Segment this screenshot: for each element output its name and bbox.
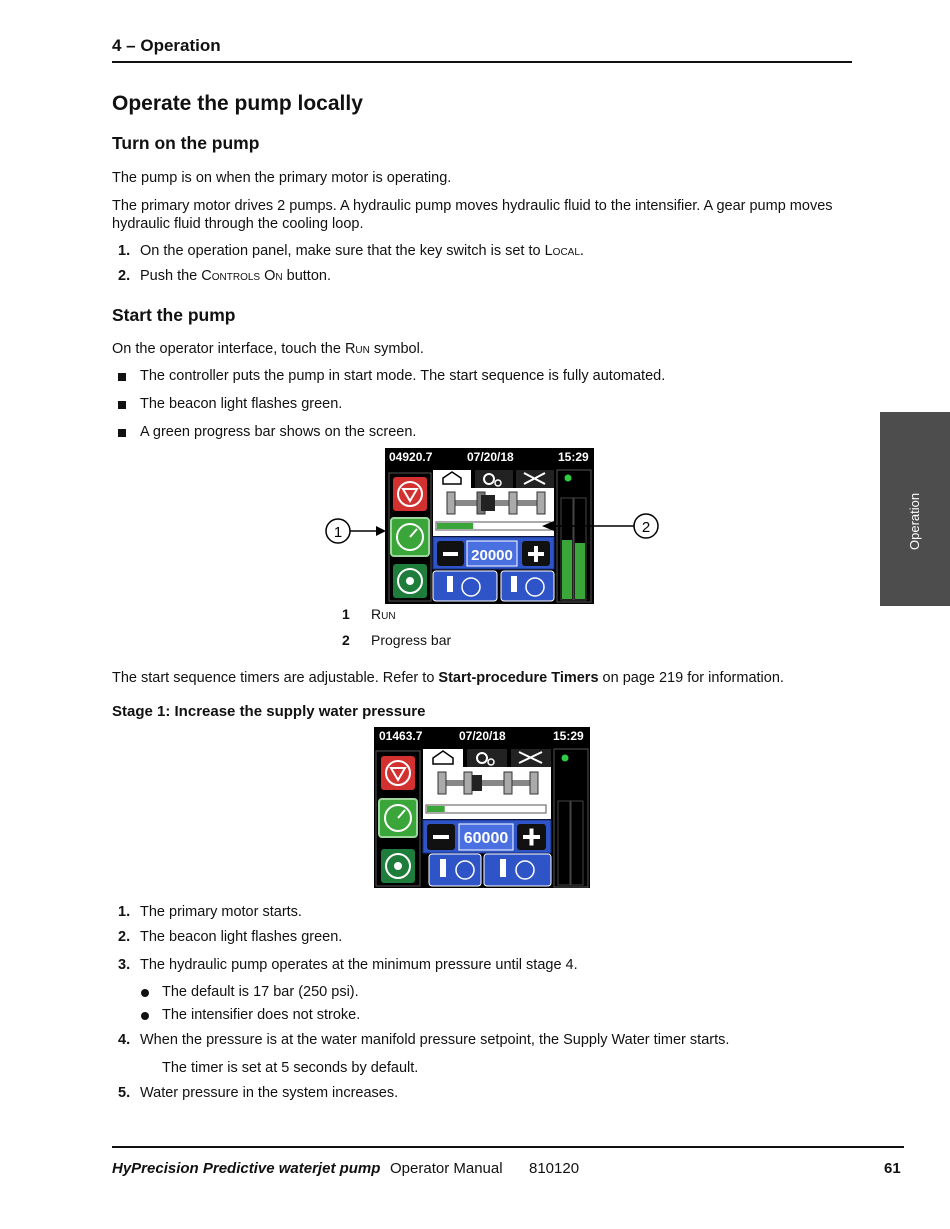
bullet-square <box>118 373 126 381</box>
stop-icon <box>381 756 415 790</box>
stage1-note: The timer is set at 5 seconds by default. <box>162 1060 419 1076</box>
turn-on-para-2: The primary motor drives 2 pumps. A hydraulic pump moves hydraulic fluid to the intensifier. A gear pump moves hydraulic fluid through the cooling loop. <box>112 198 833 232</box>
step-number: 1. <box>118 904 131 920</box>
turn-on-heading: Turn on the pump <box>112 133 260 153</box>
level-bar <box>575 543 585 599</box>
bullet-dot <box>141 1012 149 1020</box>
footer-doc: Operator Manual <box>390 1160 503 1177</box>
status-counter: 01463.7 <box>379 729 423 743</box>
stage1-sub-bullet: The default is 17 bar (250 psi). <box>162 984 359 1000</box>
step-number: 3. <box>118 957 131 973</box>
side-tab-label: Operation <box>907 492 922 550</box>
start-bullet: A green progress bar shows on the screen. <box>140 424 417 440</box>
hmi-screen-stage1 <box>374 727 590 888</box>
chapter-heading: 4 – Operation <box>112 36 221 55</box>
stage1-step: When the pressure is at the water manifold pressure setpoint, the Supply Water timer starts. <box>140 1032 730 1048</box>
pump-gauge-icon <box>429 854 481 886</box>
cycle-icon <box>393 564 427 598</box>
stage1-heading: Stage 1: Increase the supply water pressure <box>112 703 426 720</box>
status-time: 15:29 <box>553 729 584 743</box>
minus-button <box>427 824 455 850</box>
bullet-dot <box>141 989 149 997</box>
legend-text: Run <box>371 606 396 622</box>
start-intro: On the operator interface, touch the Run symbol. <box>112 341 424 357</box>
beacon-indicator <box>562 755 569 762</box>
pressure-setpoint: 60000 <box>463 830 509 847</box>
legend-number: 1 <box>342 606 350 622</box>
bullet-square <box>118 401 126 409</box>
step-number: 2. <box>118 929 131 945</box>
stage1-sub-bullet: The intensifier does not stroke. <box>162 1007 361 1023</box>
pressure-setpoint: 20000 <box>471 547 513 564</box>
bullet-square <box>118 429 126 437</box>
start-bullet: The controller puts the pump in start mode. The start sequence is fully automated. <box>140 368 666 384</box>
chapter-side-tab <box>880 412 950 606</box>
callout-2: 2 <box>641 519 651 536</box>
step-number: 5. <box>118 1085 131 1101</box>
section-title: Operate the pump locally <box>112 92 363 115</box>
callout-1: 1 <box>333 524 343 541</box>
pump-gauge-icon <box>484 854 551 886</box>
stage1-step: The primary motor starts. <box>140 904 302 920</box>
start-heading: Start the pump <box>112 305 236 325</box>
stage1-step: Water pressure in the system increases. <box>140 1085 399 1101</box>
stop-icon <box>393 477 427 511</box>
progress-bar-fill <box>427 806 445 812</box>
run-gauge-icon <box>379 799 417 837</box>
legend-text: Progress bar <box>371 632 452 648</box>
footer-part: 810120 <box>529 1160 580 1177</box>
turn-on-step-1: On the operation panel, make sure that the key switch is set to Local. <box>140 243 584 259</box>
stage1-step: The beacon light flashes green. <box>140 929 343 945</box>
stage1-step: The hydraulic pump operates at the minimum pressure until stage 4. <box>140 957 578 973</box>
status-counter: 04920.7 <box>389 450 433 464</box>
footer-product: HyPrecision Predictive waterjet pump <box>112 1160 381 1177</box>
pump-gauge-icon <box>433 571 497 601</box>
start-bullet: The beacon light flashes green. <box>140 396 343 412</box>
header-rule <box>112 61 852 63</box>
step-number: 4. <box>118 1032 131 1048</box>
turn-on-step-2: Push the Controls On button. <box>140 268 331 284</box>
page-number: 61 <box>884 1160 901 1177</box>
plus-button <box>517 824 546 850</box>
legend-number: 2 <box>342 632 350 648</box>
cycle-icon <box>381 849 415 883</box>
status-date: 07/20/18 <box>467 450 514 464</box>
beacon-indicator <box>565 475 572 482</box>
status-date: 07/20/18 <box>459 729 506 743</box>
turn-on-para-1: The pump is on when the primary motor is operating. <box>112 170 452 186</box>
status-time: 15:29 <box>558 450 589 464</box>
step-number: 1. <box>118 243 131 259</box>
callout-layer <box>320 510 665 550</box>
timers-para: The start sequence timers are adjustable. Refer to Start-procedure Timers on page 219 for information. <box>112 670 784 686</box>
footer-rule <box>112 1146 904 1148</box>
pump-gauge-icon <box>501 571 554 601</box>
step-number: 2. <box>118 268 131 284</box>
